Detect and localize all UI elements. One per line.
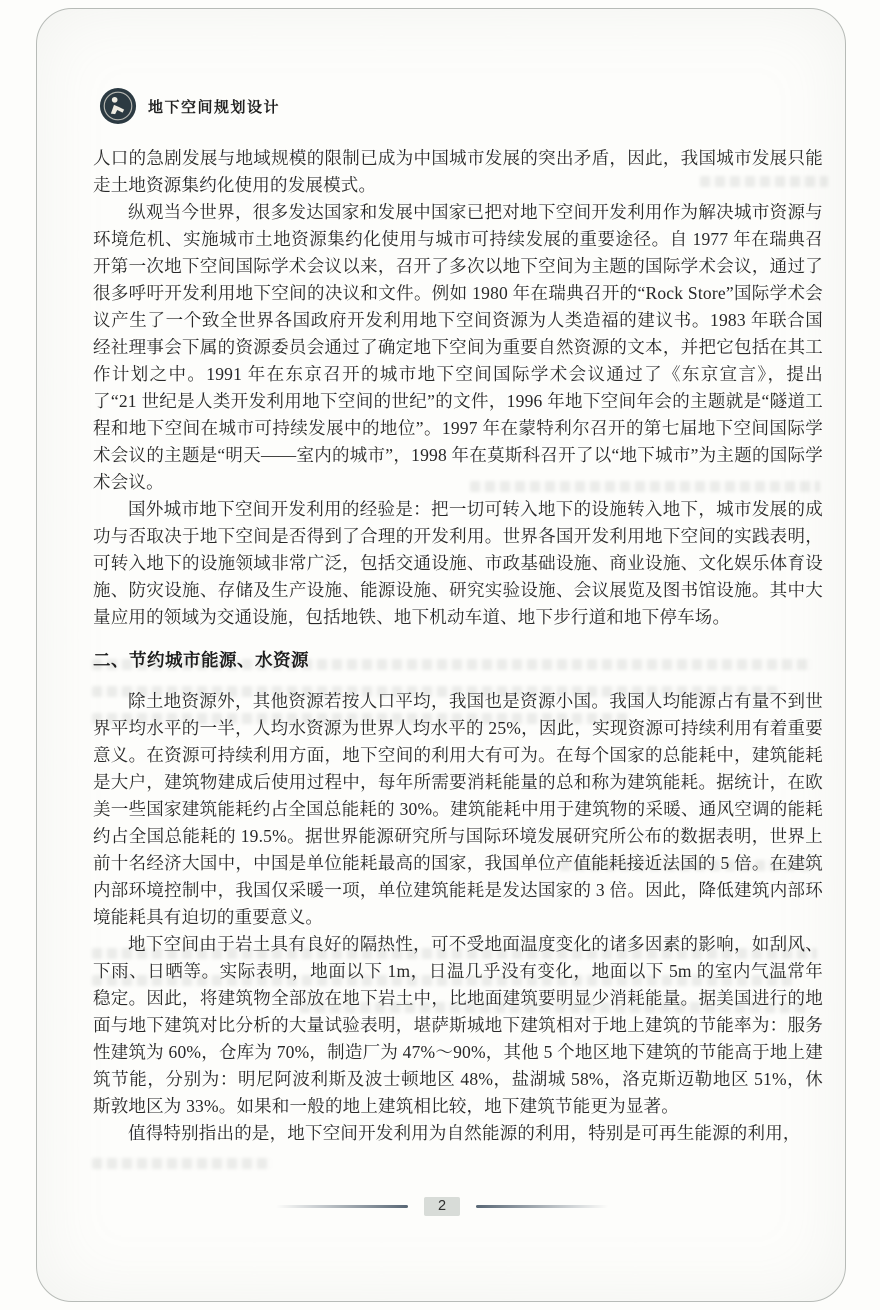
footer-rule-right xyxy=(476,1205,608,1208)
page-body xyxy=(93,145,823,1147)
running-header xyxy=(99,87,280,125)
section-heading: 二、节约城市能源、水资源 xyxy=(93,650,309,670)
paragraph-3: 国外城市地下空间开发利用的经验是：把一切可转入地下的设施转入地下，城市发展的成功与否取决于地下空间是否得到了合理的开发利用。世界各国开发利用地下空间的实践表明，可转入地下的设施领域非常广泛，包括交通设施、市政基础设施、商业设施、文化娱乐体育设施、防灾设施、存储及生产设施、能源设施、研究实验设施、会议展览及图书馆设施。其中大量应用的领域为交通设施，包括地铁、地下机动车道、地下步行道和地下停车场。 xyxy=(93,499,823,627)
paragraph-5: 地下空间由于岩土具有良好的隔热性，可不受地面温度变化的诸多因素的影响，如刮风、下雨、日晒等。实际表明，地面以下 1m，日温几乎没有变化，地面以下 5m 的室内气温常年稳定。因此，将建筑物全部放在地下岩土中，比地面建筑要明显少消耗能量。据美国进行的地面与地下建筑对比分析的大量试验表明，堪萨斯城地下建筑相对于地上建筑的节能率为：服务性建筑为 60%，仓库为 70%，制造厂为 47%～90%，其他 5 个地区地下建筑的节能高于地上建筑节能，分别为：明尼阿波利斯及波士顿地区 48%，盐湖城 58%，洛克斯迈勒地区 51%，休斯敦地区为 33%。如果和一般的地上建筑相比较，地下建筑节能更为显著。 xyxy=(93,934,823,1116)
page-border-frame xyxy=(36,8,846,1302)
page-number: 2 xyxy=(424,1197,460,1216)
book-series-logo-icon xyxy=(99,87,137,125)
paragraph-6: 值得特别指出的是，地下空间开发利用为自然能源的利用，特别是可再生能源的利用， xyxy=(128,1123,801,1143)
paragraph-2: 纵观当今世界，很多发达国家和发展中国家已把对地下空间开发利用作为解决城市资源与环境危机、实施城市土地资源集约化使用与城市可持续发展的重要途径。自 1977 年在瑞典召开第一次地下空间国际学术会议以来，召开了多次以地下空间为主题的国际学术会议，通过了很多呼吁开发利用地下空间的决议和文件。例如 1980 年在瑞典召开的“Rock Store”国际学术会议产生了一个致全世界各国政府开发利用地下空间资源为人类造福的建议书。1983 年联合国经社理事会下属的资源委员会通过了确定地下空间为重要自然资源的文本，并把它包括在其工作计划之中。1991 年在东京召开的城市地下空间国际学术会议通过了《东京宣言》，提出了“21 世纪是人类开发利用地下空间的世纪”的文件，1996 年地下空间年会的主题就是“隧道工程和地下空间在城市可持续发展中的地位”。1997 年在蒙特利尔召开的第七届地下空间国际学术会议的主题是“明天——室内的城市”，1998 年在莫斯科召开了以“地下城市”为主题的国际学术会议。 xyxy=(93,202,823,492)
page-footer xyxy=(37,1197,847,1216)
paragraph-1: 人口的急剧发展与地域规模的限制已成为中国城市发展的突出矛盾，因此，我国城市发展只能走土地资源集约化使用的发展模式。 xyxy=(93,148,823,195)
paragraph-4: 除土地资源外，其他资源若按人口平均，我国也是资源小国。我国人均能源占有量不到世界平均水平的一半，人均水资源为世界人均水平的 25%，因此，实现资源可持续利用有着重要意义。在资源可持续利用方面，地下空间的利用大有可为。在每个国家的总能耗中，建筑能耗是大户，建筑物建成后使用过程中，每年所需要消耗能量的总和称为建筑能耗。据统计，在欧美一些国家建筑能耗约占全国总能耗的 30%。建筑能耗中用于建筑物的采暖、通风空调的能耗约占全国总能耗的 19.5%。据世界能源研究所与国际环境发展研究所公布的数据表明，世界上前十名经济大国中，中国是单位能耗最高的国家，我国单位产值能耗接近法国的 5 倍。在建筑内部环境控制中，我国仅采暖一项，单位建筑能耗是发达国家的 3 倍。因此，降低建筑内部环境能耗具有迫切的重要意义。 xyxy=(93,691,823,927)
footer-rule-left xyxy=(276,1205,408,1208)
running-header-title: 地下空间规划设计 xyxy=(148,98,281,116)
